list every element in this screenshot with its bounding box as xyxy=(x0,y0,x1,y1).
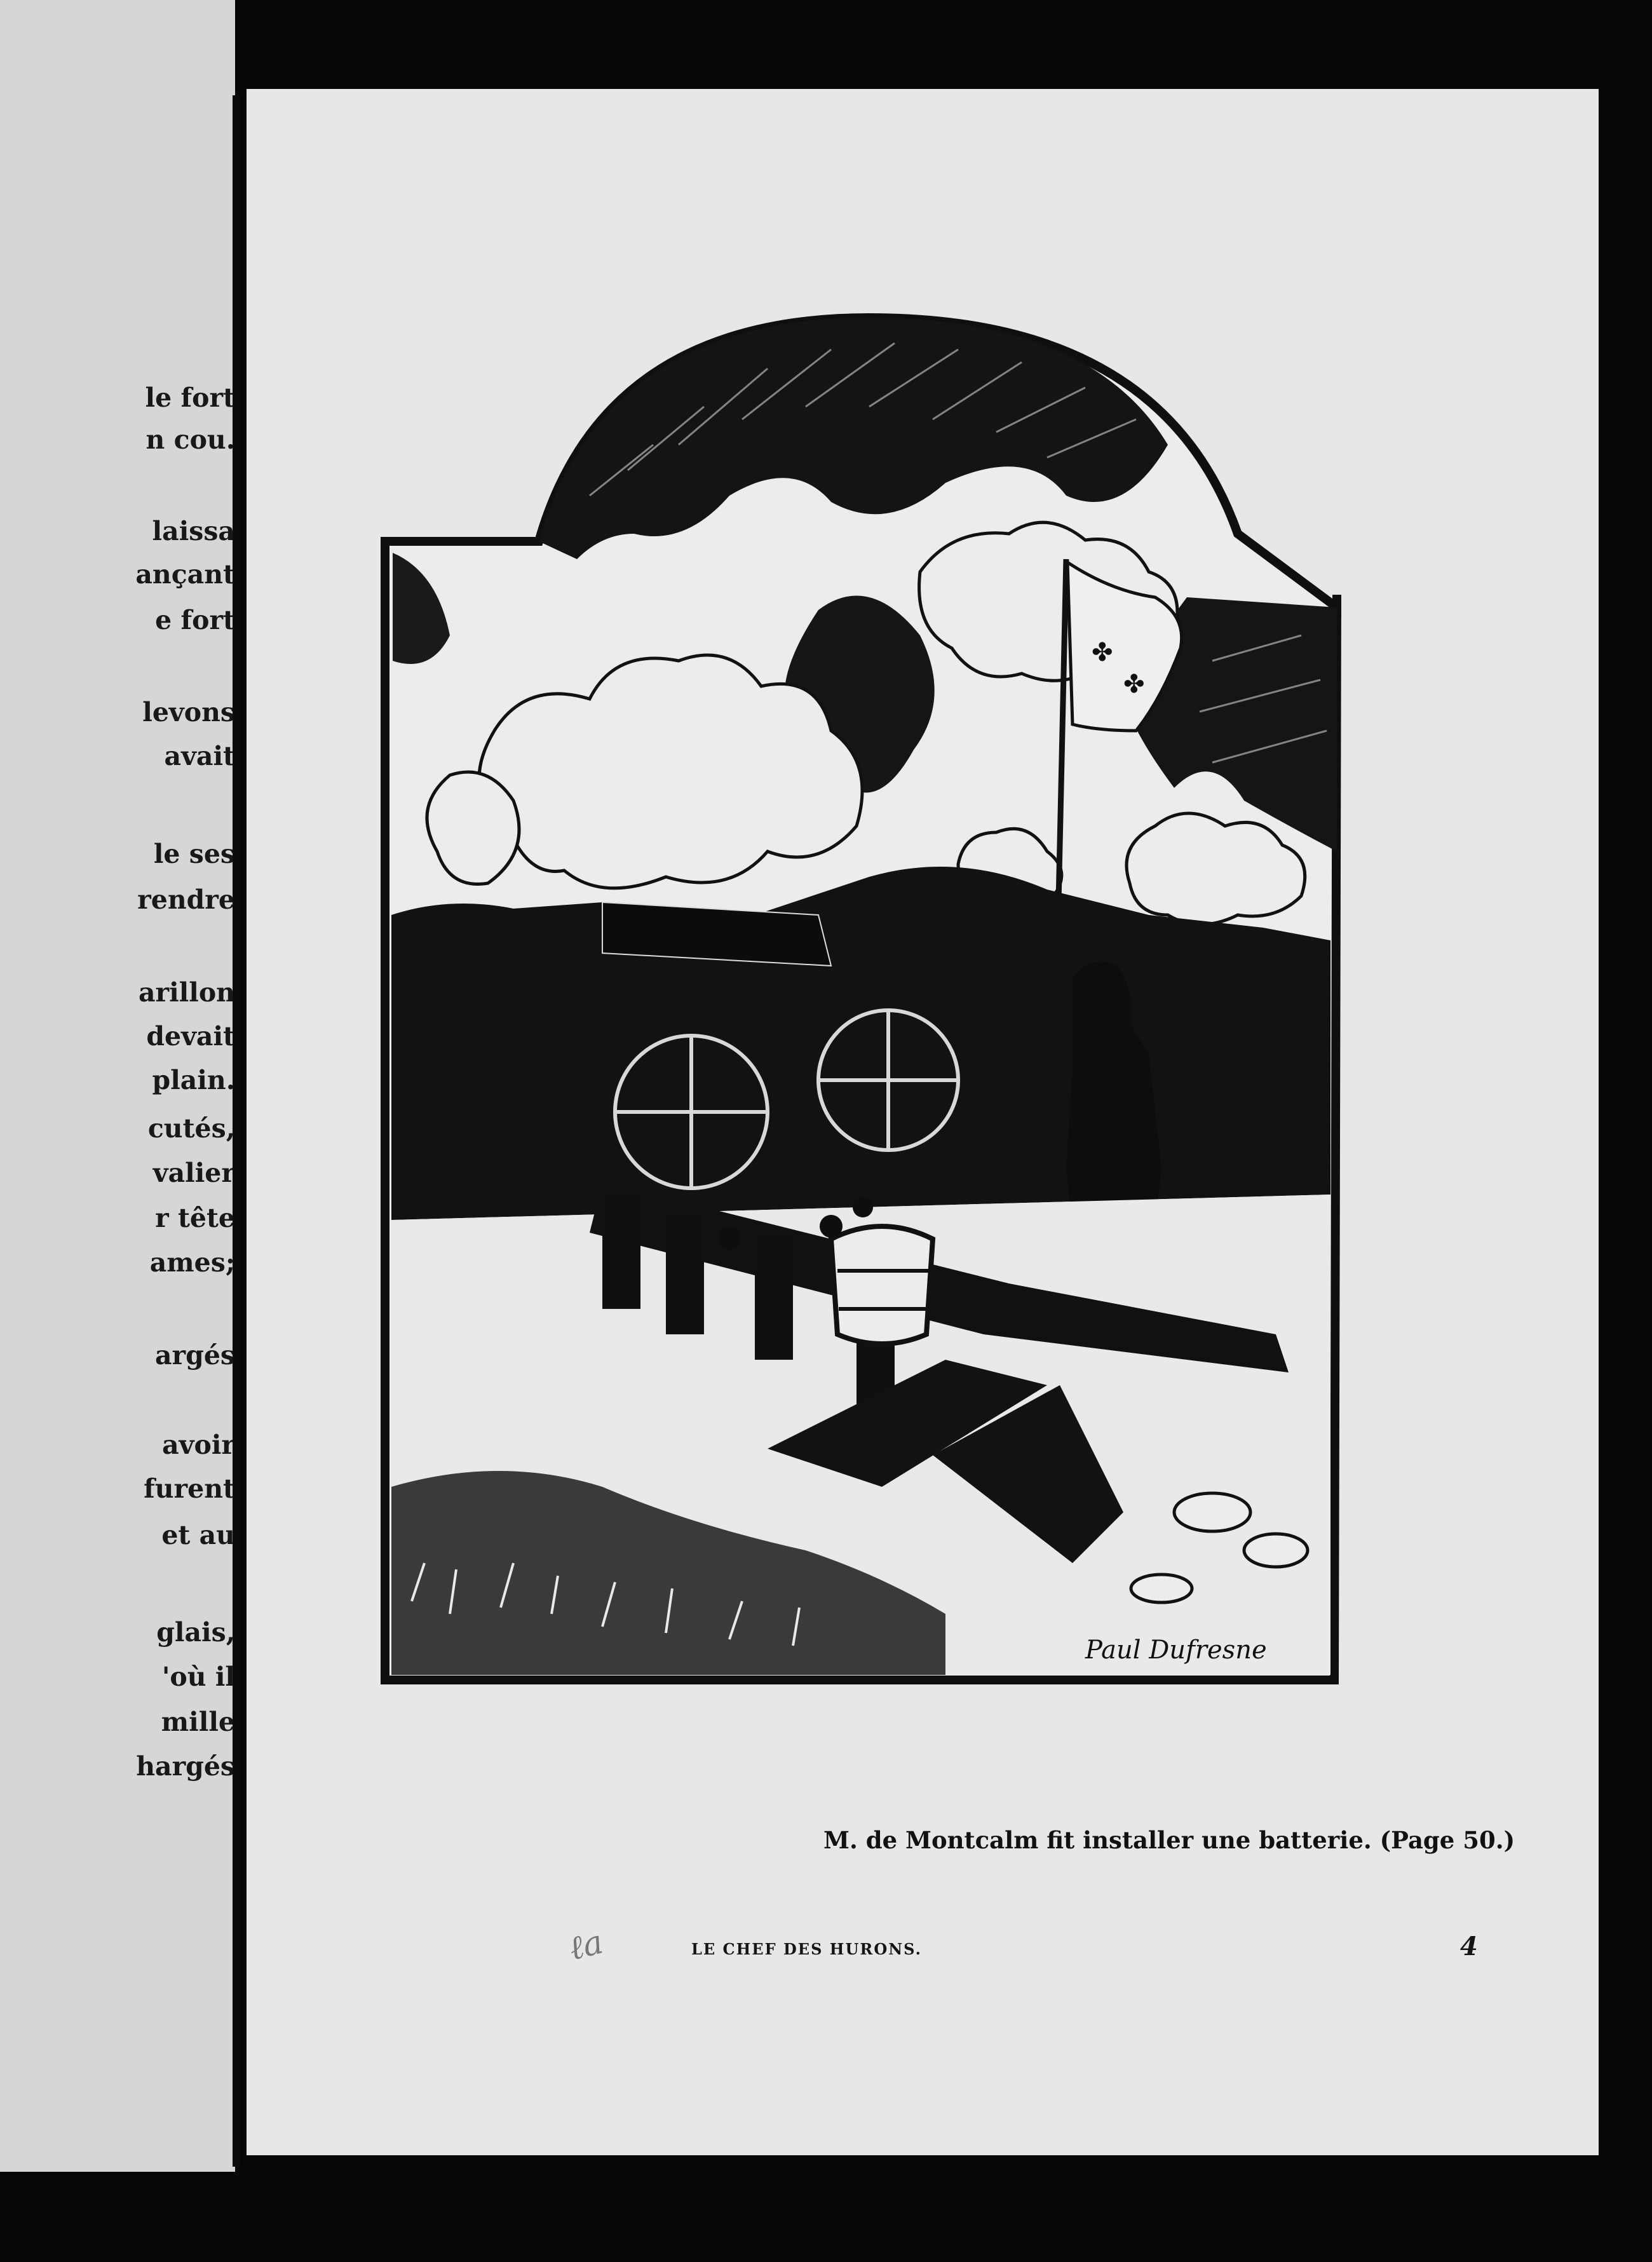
left-text-line: glais, xyxy=(156,1617,235,1648)
left-text-line: furent xyxy=(144,1473,235,1504)
left-text-line: mille xyxy=(161,1707,235,1737)
left-text-line: r tête xyxy=(155,1203,235,1233)
left-text-line: plain. xyxy=(152,1065,235,1095)
svg-text:✤: ✤ xyxy=(1123,670,1145,699)
left-text-line: argés xyxy=(154,1340,235,1371)
left-text-line: hargés xyxy=(136,1751,235,1782)
left-text-line: arillon xyxy=(138,977,235,1008)
svg-text:✤: ✤ xyxy=(1092,638,1113,667)
left-text-line: n cou. xyxy=(146,424,235,455)
page-number: 4 xyxy=(1460,1932,1478,1961)
left-text-line: laissa xyxy=(152,516,235,546)
left-text-line: levons xyxy=(142,697,235,728)
left-text-line: et au xyxy=(161,1520,235,1550)
left-text-line: ames; xyxy=(149,1247,235,1278)
left-text-line: valier xyxy=(152,1158,235,1188)
left-text-line: ançant xyxy=(135,559,235,590)
left-text-line: le fort xyxy=(145,383,235,413)
illustration-plate xyxy=(247,89,1599,1805)
plate-caption: M. de Montcalm fit installer une batterie. (Page 50.) xyxy=(823,1826,1515,1854)
left-text-line: avoir xyxy=(162,1430,235,1460)
left-page xyxy=(0,0,235,2172)
right-page xyxy=(247,89,1599,2155)
battery-silhouette xyxy=(391,867,1330,1220)
book-gutter xyxy=(233,95,240,2167)
left-text-line: rendre xyxy=(137,884,235,915)
left-text-line: e fort xyxy=(155,605,235,635)
powder-keg xyxy=(831,1226,933,1344)
left-text-line: cutés, xyxy=(147,1113,235,1144)
left-text-line: avait xyxy=(164,741,235,771)
handwritten-mark: ℓa xyxy=(565,1923,607,1968)
artist-signature: Paul Dufresne xyxy=(1085,1636,1267,1665)
running-head: LE CHEF DES HURONS. xyxy=(691,1940,923,1958)
left-text-line: le ses xyxy=(153,839,235,869)
left-text-line: 'où il xyxy=(161,1662,235,1692)
left-text-line: devait xyxy=(146,1021,235,1052)
